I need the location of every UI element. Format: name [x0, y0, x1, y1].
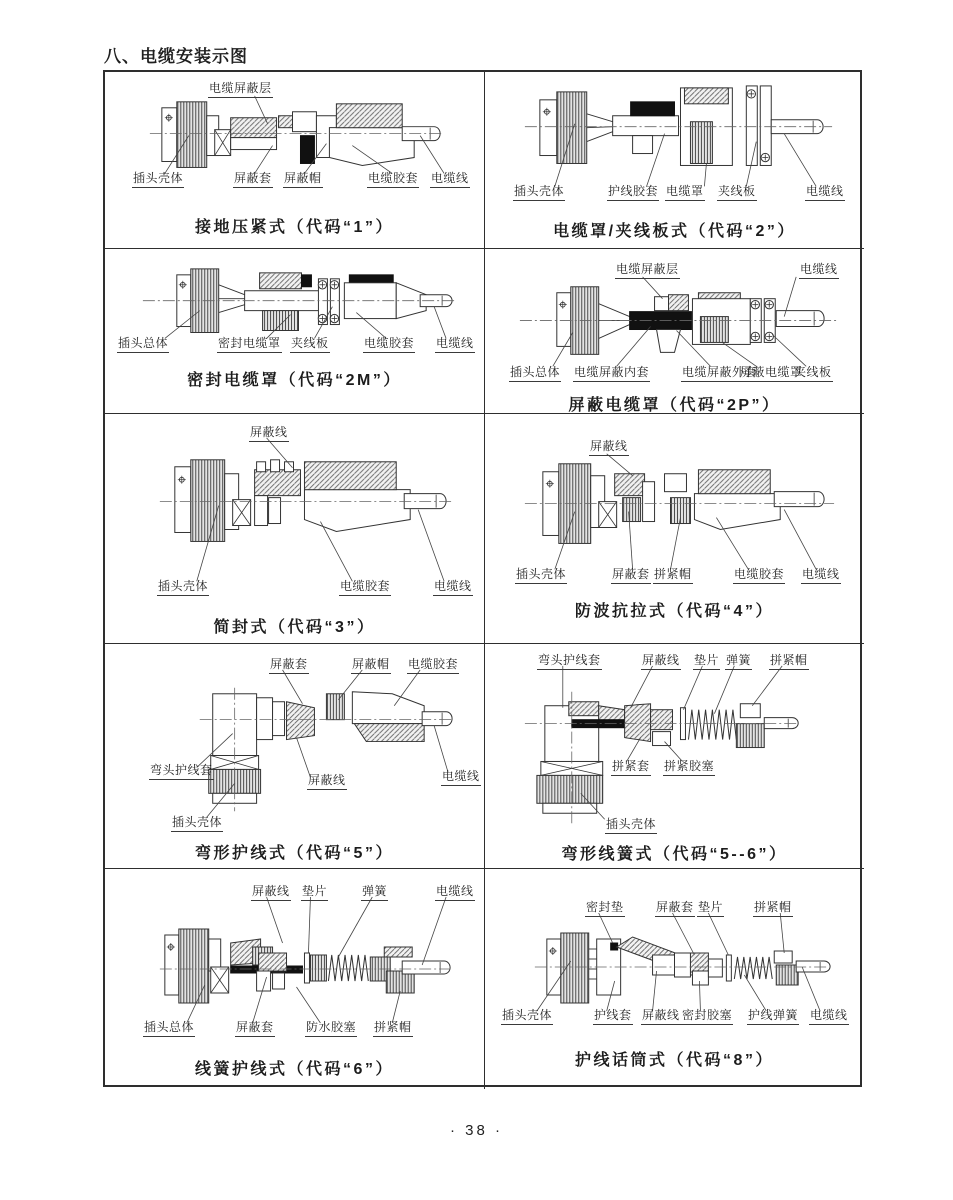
- leader-line: [683, 666, 702, 710]
- part-outline: [273, 973, 285, 989]
- diagram-cell-5: [105, 414, 485, 644]
- part-label: 电缆胶套: [339, 580, 391, 596]
- diagram-cell-4: [485, 249, 864, 414]
- part-label: 插头壳体: [605, 818, 657, 834]
- diagram-cell-3: [105, 249, 485, 414]
- part-label: 插头壳体: [513, 185, 565, 201]
- part-label: 弹簧: [361, 885, 388, 901]
- part-outline: [304, 490, 410, 532]
- knurled-part: [179, 929, 209, 1003]
- diagram-cell-8: [485, 644, 864, 869]
- hatched-part: [354, 724, 424, 742]
- part-label: 屏蔽套: [655, 901, 695, 917]
- part-label: 护线套: [593, 1009, 633, 1025]
- part-label: 电缆胶套: [363, 337, 415, 353]
- part-label: 插头壳体: [132, 172, 184, 188]
- leader-line: [631, 666, 653, 708]
- leader-line: [653, 971, 657, 1011]
- part-label: 屏蔽线: [307, 774, 347, 790]
- diagram-caption: 屏蔽电缆罩（代码“2P”）: [568, 397, 781, 414]
- part-outline: [613, 116, 679, 136]
- part-outline: [675, 953, 691, 977]
- hatched-part: [684, 88, 728, 104]
- knurled-part: [310, 955, 326, 981]
- leader-line: [422, 897, 446, 965]
- knurled-part: [537, 775, 603, 803]
- part-label: 插头壳体: [515, 568, 567, 584]
- leader-line: [434, 726, 448, 773]
- wire-line: [587, 114, 613, 122]
- connector-diagram: [105, 644, 484, 868]
- diagram-cell-2: [485, 72, 864, 249]
- part-label: 屏蔽帽: [351, 658, 391, 674]
- leader-line: [420, 136, 444, 174]
- part-outline: [633, 136, 653, 154]
- part-label: 密封胶塞: [681, 1009, 733, 1025]
- leader-line: [296, 987, 320, 1023]
- leader-line: [627, 738, 641, 762]
- part-label: 密封垫: [585, 901, 625, 917]
- knurled-part: [191, 460, 225, 542]
- hatched-part: [698, 470, 770, 494]
- hatched-part: [260, 273, 302, 289]
- cable: [796, 961, 830, 972]
- part-label: 屏蔽帽: [283, 172, 323, 188]
- cable: [402, 961, 450, 974]
- leader-line: [617, 327, 651, 367]
- page-title: 八、电缆安装示图: [104, 47, 248, 66]
- leader-line: [296, 738, 310, 778]
- part-label: 夹线板: [290, 337, 330, 353]
- hatched-part: [625, 704, 651, 742]
- part-label: 屏蔽套: [235, 1021, 275, 1037]
- part-label: 屏蔽套: [233, 172, 273, 188]
- diagram-caption: 弯形线簧式（代码“5--6”）: [561, 846, 788, 863]
- leader-line: [744, 975, 766, 1011]
- connector-diagram: [485, 644, 864, 868]
- hatched-part: [231, 118, 277, 138]
- diagram-caption: 线簧护线式（代码“6”）: [195, 1061, 394, 1078]
- part-label: 插头壳体: [501, 1009, 553, 1025]
- part-label: 电缆屏蔽层: [208, 82, 273, 98]
- part-label: 电缆线: [799, 263, 839, 279]
- part-label: 屏蔽电缆罩: [739, 366, 804, 382]
- diagram-table: [103, 70, 862, 1087]
- part-label: 屏蔽线: [641, 654, 681, 670]
- part-label: 电缆线: [435, 885, 475, 901]
- part-label: 电缆屏蔽层: [615, 263, 680, 279]
- part-label: 密封电缆罩: [217, 337, 282, 353]
- diagram-caption: 电缆罩/夹线板式（代码“2”）: [553, 223, 796, 240]
- knurled-part: [263, 311, 299, 331]
- hatched-part: [336, 104, 402, 128]
- leader-line: [308, 897, 310, 953]
- diagram-cell-10: [485, 869, 864, 1089]
- leader-line: [671, 518, 681, 570]
- leader-line: [714, 666, 734, 714]
- part-outline: [271, 460, 280, 472]
- hatched-part: [651, 710, 673, 730]
- part-outline: [708, 959, 722, 977]
- diagram-cell-6: [485, 414, 864, 644]
- part-outline: [231, 138, 277, 150]
- part-label: 垫片: [693, 654, 720, 670]
- part-label: 屏蔽线: [641, 1009, 681, 1025]
- part-outline: [692, 971, 708, 985]
- leader-line: [708, 913, 728, 955]
- part-label: 夹线板: [793, 366, 833, 382]
- part-label: 电缆线: [809, 1009, 849, 1025]
- part-label: 弯头护线套: [149, 764, 214, 780]
- part-label: 拼紧套: [611, 760, 651, 776]
- knurled-part: [326, 694, 344, 720]
- part-label: 屏蔽线: [249, 426, 289, 442]
- part-label: 夹线板: [717, 185, 757, 201]
- hatched-part: [384, 947, 412, 957]
- part-label: 垫片: [697, 901, 724, 917]
- part-label: 电缆屏蔽内套: [573, 366, 650, 382]
- part-label: 弯头护线套: [537, 654, 602, 670]
- hatched-part: [259, 953, 287, 971]
- leader-line: [784, 134, 816, 187]
- part-label: 拼紧帽: [653, 568, 693, 584]
- leader-line: [434, 307, 446, 339]
- part-outline: [273, 702, 285, 736]
- leader-line: [392, 991, 400, 1023]
- solid-part: [631, 102, 675, 116]
- part-outline: [557, 293, 571, 347]
- part-label: 屏蔽线: [251, 885, 291, 901]
- part-label: 插头总体: [143, 1021, 195, 1037]
- cable: [404, 494, 446, 509]
- part-label: 拼紧帽: [769, 654, 809, 670]
- part-label: 拼紧胶塞: [663, 760, 715, 776]
- part-outline: [657, 330, 681, 353]
- part-outline: [665, 474, 687, 492]
- diagram-caption: 接地压紧式（代码“1”）: [195, 219, 394, 236]
- wire-line: [219, 305, 245, 313]
- leader-line: [784, 510, 816, 570]
- part-outline: [209, 939, 221, 971]
- cable: [776, 311, 824, 327]
- cable: [774, 492, 824, 507]
- leader-line: [752, 666, 782, 706]
- wire-line: [599, 304, 630, 317]
- leader-line: [283, 670, 303, 704]
- part-outline: [255, 496, 268, 526]
- part-outline: [293, 112, 317, 132]
- part-label: 电缆线: [441, 770, 481, 786]
- part-outline: [257, 462, 266, 472]
- part-outline: [175, 467, 191, 533]
- part-label: 插头总体: [117, 337, 169, 353]
- spring: [688, 710, 736, 740]
- part-outline: [643, 482, 655, 522]
- hatched-part: [304, 462, 396, 490]
- hatched-part: [615, 474, 645, 496]
- knurled-part: [776, 965, 798, 985]
- leader-line: [643, 277, 663, 299]
- part-label: 护线弹簧: [747, 1009, 799, 1025]
- spring: [328, 955, 368, 981]
- part-outline: [655, 297, 669, 311]
- part-label: 电缆屏蔽外套: [681, 366, 758, 382]
- part-outline: [540, 100, 557, 156]
- solid-part: [300, 136, 314, 164]
- knurled-part: [623, 498, 641, 522]
- diagram-caption: 密封电缆罩（代码“2M”）: [187, 372, 402, 389]
- part-label: 电缆线: [433, 580, 473, 596]
- hatched-part: [669, 295, 689, 311]
- part-label: 电缆线: [430, 172, 470, 188]
- knurled-part: [561, 933, 589, 1003]
- part-outline: [165, 935, 179, 995]
- part-label: 拼紧帽: [753, 901, 793, 917]
- part-label: 护线胶套: [607, 185, 659, 201]
- wire-line: [219, 285, 245, 295]
- part-label: 屏蔽套: [269, 658, 309, 674]
- part-label: 电缆罩: [665, 185, 705, 201]
- diagram-caption: 防波抗拉式（代码“4”）: [575, 603, 774, 620]
- diagram-caption: 简封式（代码“3”）: [213, 619, 376, 636]
- wire-line: [599, 325, 630, 339]
- leader-line: [338, 897, 372, 957]
- part-label: 电缆线: [435, 337, 475, 353]
- part-label: 防水胶塞: [305, 1021, 357, 1037]
- part-label: 拼紧帽: [373, 1021, 413, 1037]
- part-outline: [740, 704, 760, 718]
- diagram-cell-9: [105, 869, 485, 1089]
- leader-line: [704, 163, 706, 186]
- knurled-part: [690, 122, 712, 164]
- part-label: 屏蔽线: [589, 440, 629, 456]
- part-label: 电缆线: [805, 185, 845, 201]
- part-outline: [257, 698, 273, 740]
- diagram-caption: 弯形护线式（代码“5”）: [195, 845, 394, 862]
- part-label: 电缆胶套: [407, 658, 459, 674]
- leader-line: [418, 510, 444, 582]
- knurled-part: [557, 92, 587, 164]
- solid-part: [301, 275, 311, 287]
- part-outline: [694, 494, 780, 530]
- leader-line: [607, 454, 633, 476]
- cable: [764, 718, 798, 729]
- part-label: 插头总体: [509, 366, 561, 382]
- part-label: 屏蔽套: [611, 568, 651, 584]
- connector-diagram: [105, 414, 484, 643]
- part-outline: [774, 951, 792, 963]
- knurled-part: [177, 102, 207, 168]
- part-label: 电缆胶套: [367, 172, 419, 188]
- leader-line: [802, 967, 820, 1011]
- part-label: 插头壳体: [157, 580, 209, 596]
- part-label: 插头壳体: [171, 816, 223, 832]
- part-outline: [653, 732, 671, 746]
- spring: [734, 957, 772, 979]
- leader-line: [673, 913, 695, 955]
- wire-line: [587, 132, 613, 142]
- hatched-part: [255, 470, 301, 496]
- part-label: 弹簧: [725, 654, 752, 670]
- diagram-cell-1: [105, 72, 485, 249]
- diagram-caption: 护线话筒式（代码“8”）: [575, 1052, 774, 1069]
- knurled-part: [736, 724, 764, 748]
- solid-part: [349, 275, 393, 283]
- leader-line: [722, 342, 756, 366]
- part-outline: [726, 955, 731, 981]
- part-label: 电缆胶套: [733, 568, 785, 584]
- diagram-cell-7: [105, 644, 485, 869]
- leader-line: [267, 897, 283, 943]
- part-outline: [352, 692, 424, 724]
- part-outline: [543, 803, 597, 813]
- leader-line: [772, 334, 806, 366]
- part-label: 垫片: [301, 885, 328, 901]
- page-number: · 38 ·: [449, 1122, 503, 1139]
- part-label: 电缆线: [801, 568, 841, 584]
- leader-line: [780, 913, 784, 953]
- part-outline: [304, 953, 309, 983]
- hatched-part: [569, 702, 599, 716]
- cable: [422, 712, 452, 726]
- hatched-part: [287, 702, 315, 740]
